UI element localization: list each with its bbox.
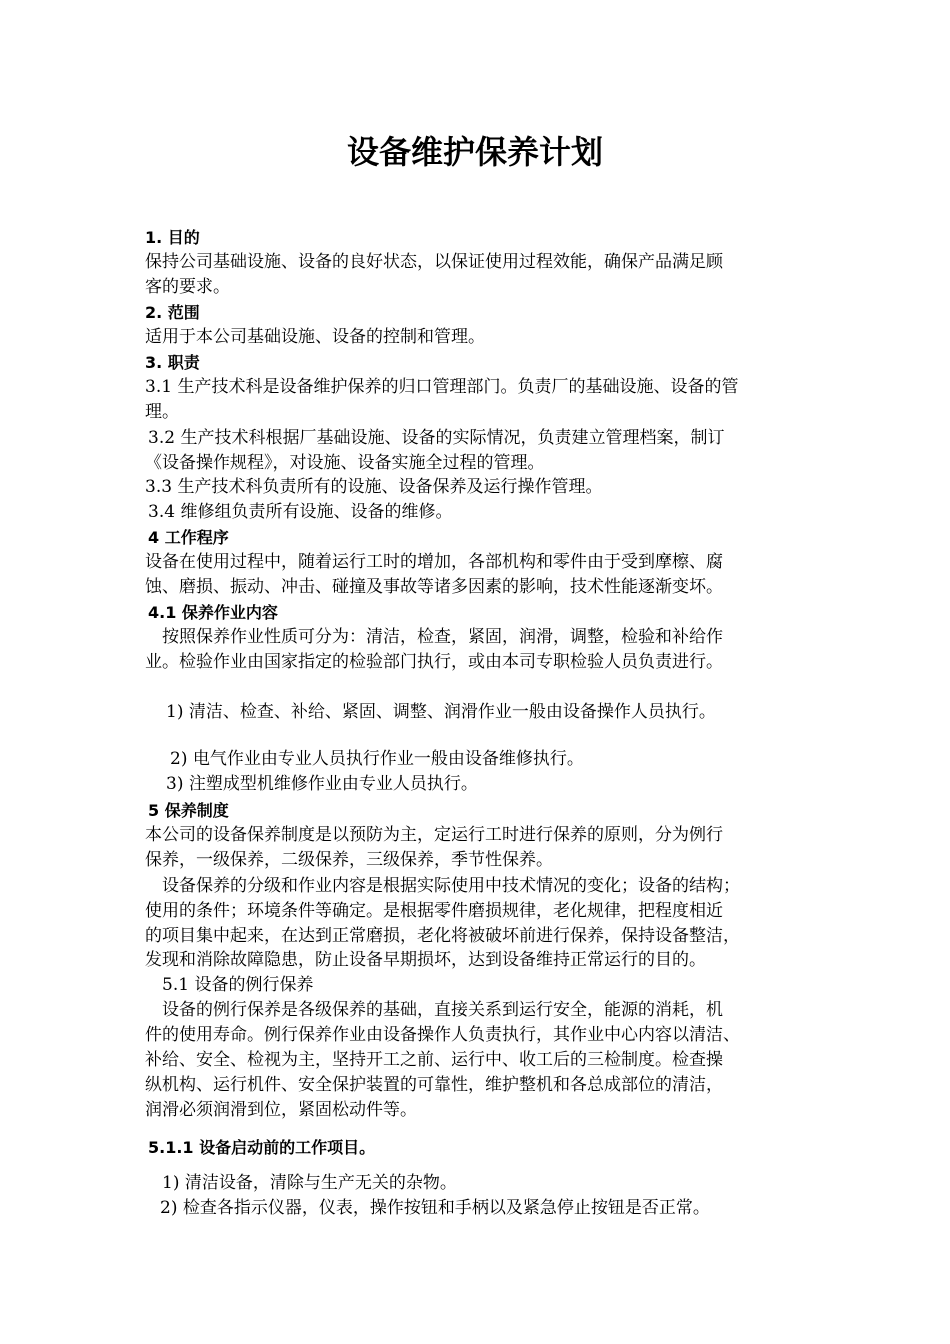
paragraph-line: 客的要求。 (145, 277, 230, 297)
paragraph-line: 《设备操作规程》，对设施、设备实施全过程的管理。 (145, 453, 545, 473)
heading-scope: 2. 范围 (145, 303, 200, 322)
paragraph-line: 补给、安全、检视为主，坚持开工之前、运行中、收工后的三检制度。检查操 (145, 1050, 723, 1070)
subheading-routine-maintenance: 5.1 设备的例行保养 (162, 975, 314, 995)
heading-maintenance-content: 4.1 保养作业内容 (148, 603, 278, 622)
paragraph-line: 的项目集中起来，在达到正常磨损，老化将被破坏前进行保养，保持设备整洁， (145, 926, 740, 946)
page-title: 设备维护保养计划 (346, 133, 603, 171)
paragraph-line: 3.2 生产技术科根据厂基础设施、设备的实际情况，负责建立管理档案，制订 (148, 428, 725, 448)
list-item: 1) 清洁、检查、补给、紧固、调整、润滑作业一般由设备操作人员执行。 (166, 702, 716, 722)
heading-duties: 3. 职责 (145, 353, 200, 372)
paragraph-line: 业。检验作业由国家指定的检验部门执行，或由本司专职检验人员负责进行。 (145, 652, 723, 672)
list-item: 2) 电气作业由专业人员执行作业一般由设备维修执行。 (170, 749, 584, 769)
paragraph-line: 蚀、磨损、振动、冲击、碰撞及事故等诸多因素的影响，技术性能逐渐变坏。 (145, 577, 723, 597)
paragraph-line: 保持公司基础设施、设备的良好状态，以保证使用过程效能，确保产品满足顾 (145, 252, 723, 272)
list-item: 3) 注塑成型机维修作业由专业人员执行。 (166, 774, 478, 794)
paragraph-line: 适用于本公司基础设施、设备的控制和管理。 (145, 327, 485, 347)
paragraph-line: 3.4 维修组负责所有设施、设备的维修。 (148, 502, 453, 522)
paragraph-line: 按照保养作业性质可分为：清洁，检查，紧固，润滑，调整，检验和补给作 (162, 627, 723, 647)
paragraph-line: 设备的例行保养是各级保养的基础，直接关系到运行安全，能源的消耗，机 (162, 1000, 723, 1020)
paragraph-line: 理。 (145, 402, 179, 422)
heading-purpose: 1. 目的 (145, 228, 200, 247)
paragraph-line: 设备在使用过程中，随着运行工时的增加，各部机构和零件由于受到摩檫、腐 (145, 552, 723, 572)
paragraph-line: 纵机构、运行机件、安全保护装置的可靠性，维护整机和各总成部位的清洁， (145, 1075, 723, 1095)
paragraph-line: 润滑必须润滑到位，紧固松动件等。 (145, 1100, 417, 1120)
paragraph-line: 3.3 生产技术科负责所有的设施、设备保养及运行操作管理。 (145, 477, 603, 497)
paragraph-line: 件的使用寿命。例行保养作业由设备操作人负责执行，其作业中心内容以清洁、 (145, 1025, 740, 1045)
list-item: 1) 清洁设备，清除与生产无关的杂物。 (162, 1173, 457, 1193)
paragraph-line: 使用的条件；环境条件等确定。是根据零件磨损规律，老化规律，把程度相近 (145, 901, 723, 921)
paragraph-line: 保养，一级保养，二级保养，三级保养，季节性保养。 (145, 850, 553, 870)
paragraph-line: 3.1 生产技术科是设备维护保养的归口管理部门。负责厂的基础设施、设备的管 (145, 377, 739, 397)
paragraph-line: 本公司的设备保养制度是以预防为主，定运行工时进行保养的原则，分为例行 (145, 825, 723, 845)
list-item: 2) 检查各指示仪器，仪表，操作按钮和手柄以及紧急停止按钮是否正常。 (160, 1198, 710, 1218)
heading-maintenance-system: 5 保养制度 (148, 801, 229, 820)
paragraph-line: 发现和消除故障隐患，防止设备早期损坏，达到设备维持正常运行的目的。 (145, 950, 706, 970)
heading-pre-start-items: 5.1.1 设备启动前的工作项目。 (148, 1138, 376, 1157)
paragraph-line: 设备保养的分级和作业内容是根据实际使用中技术情况的变化；设备的结构； (162, 876, 740, 896)
heading-procedure: 4 工作程序 (148, 528, 229, 547)
